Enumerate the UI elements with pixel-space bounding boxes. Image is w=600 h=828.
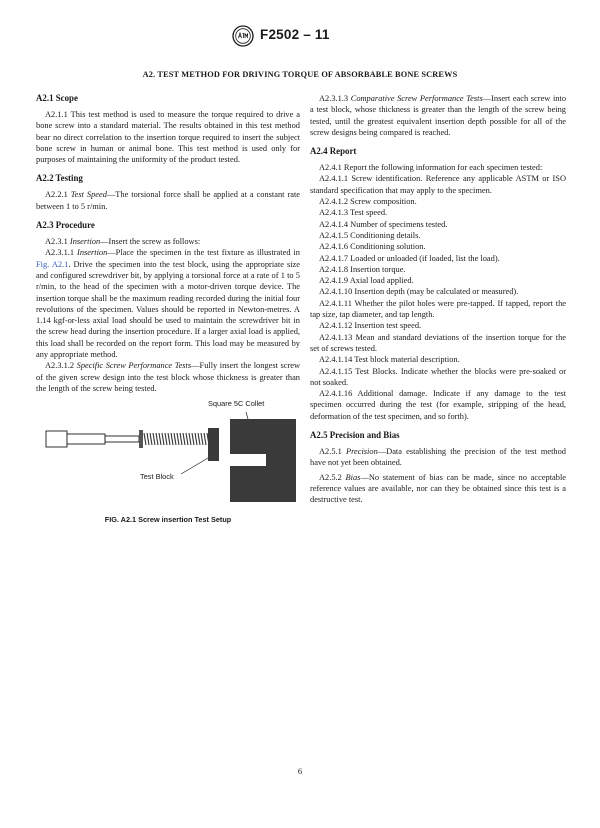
paragraph-text: —Place the specimen in the test fixture as illustrated in [107, 248, 300, 258]
label-test-block: Test Block [140, 472, 174, 482]
screwdriver-tip [105, 436, 139, 442]
paragraph-a2-5-2 [310, 472, 566, 506]
screwdriver-handle [46, 431, 67, 447]
square-collet [230, 419, 296, 502]
paragraph-text: —Fully insert the longest screw of the given screw design into the test block whose thickness is greater than the length of the screw being tested. [36, 361, 300, 393]
page-number: 6 [297, 766, 303, 776]
annex-title: A2. TEST METHOD FOR DRIVING TORQUE OF ABSORBABLE BONE SCREWS [142, 70, 458, 79]
report-item: A2.4.1.2 Screw composition. [319, 197, 417, 207]
paragraph-a2-4-1: A2.4.1 Report the following information for each specimen tested: [319, 163, 543, 173]
paragraph-number: A2.2.1 [45, 190, 71, 200]
paragraph-a2-2-1 [36, 189, 300, 212]
figure-link[interactable]: Fig. A2.1 [36, 259, 69, 269]
report-item: A2.4.1.15 Test Blocks. Indicate whether the blocks were pre-soaked or not soaked. [310, 366, 566, 387]
report-item: A2.4.1.11 Whether the pilot holes were pre-tapped. If tapped, report the tap size, tap diameter, and tap length. [310, 298, 566, 320]
label-square-collet: Square 5C Collet [208, 399, 265, 409]
report-item: A2.4.1.16 Additional damage. Indicate if any damage to the test specimen occurred during the test (for example, stripping of the head, deformation of the test specimen, and so forth). [310, 389, 566, 421]
section-heading-scope: A2.1 Scope [36, 93, 78, 103]
report-item: A2.4.1.4 Number of specimens tested. [319, 219, 448, 229]
paragraph-number: A2.5.1 [319, 447, 346, 457]
report-item: A2.4.1.5 Conditioning details. [319, 230, 421, 240]
standard-designation: F2502 – 11 [260, 27, 330, 42]
paragraph-a2-3-1-3 [310, 93, 566, 138]
paragraph-text: . Drive the specimen into the test block, using the appropriate size and configured screwdriver bit, by applying a torsional force at a rate of 1 to 5 r/min, to the head of the specimen with a motor-driven torque device. The insertion torque shall be the maximum reading recorded during the initial four revolutions of the specimen. Values should be reported in Newton-metres. A 1.14 kgf-or-less axial load should be used to maintain the screwdriver bit in the screw head during the insertion procedure. If a larger axial load is applied, this load shall be recorded on the report form. This load may be measured by any appropriate method. [36, 259, 300, 360]
section-heading-procedure: A2.3 Procedure [36, 220, 95, 231]
report-item: A2.4.1.6 Conditioning solution. [319, 242, 426, 252]
report-item: A2.4.1.9 Axial load applied. [319, 276, 414, 286]
screw-head [139, 430, 143, 448]
screw-threads [144, 433, 218, 445]
paragraph-a2-1-1: A2.1.1 This test method is used to measure the torque required to drive a bone screw into a standard material. The results obtained in this test method bear no direct correlation to the insertion torque required to insert the subject bone screw in human or animal bone. This test method is used only for purposes of maintaining the uniformity of the product tested. [36, 110, 300, 165]
term-insertion: Insertion [77, 248, 108, 258]
paragraph-text: —Insert the screw as follows: [100, 237, 201, 247]
paragraph-number: A2.3.1.3 [319, 94, 351, 103]
report-item: A2.4.1.1 Screw identification. Reference any applicable ASTM or ISO standard specification that may apply to the specimen. [310, 174, 566, 195]
page-header [0, 24, 600, 48]
section-heading-testing: A2.2 Testing [36, 173, 83, 184]
screwdriver-shaft [67, 434, 105, 444]
paragraph-text: —No statement of bias can be made, since no acceptable reference values are available, nor can they be obtained since this test is a destructive test. [310, 472, 566, 505]
left-column [36, 93, 300, 524]
report-item: A2.4.1.7 Loaded or unloaded (if loaded, list the load). [319, 253, 500, 263]
section-heading-report: A2.4 Report [310, 146, 357, 157]
paragraph-text: —Insert each screw into a test block, whose thickness is greater than the length of the screw being tested, until the greatest equivalent insertion depth possible for all of the screw designs being compared is reached. [310, 94, 567, 137]
astm-logo-icon [232, 25, 254, 47]
paragraph-number: A2.3.1.1 [45, 248, 78, 258]
term-comparative-tests: Comparative Screw Performance Tests [350, 94, 483, 103]
report-item: A2.4.1.14 Test block material description. [319, 355, 460, 365]
section-heading-precision-bias: A2.5 Precision and Bias [310, 430, 400, 441]
right-column [310, 93, 566, 506]
paragraph-number: A2.5.2 [319, 472, 346, 482]
figure-caption: FIG. A2.1 Screw insertion Test Setup [104, 515, 232, 525]
report-item: A2.4.1.8 Insertion torque. [319, 264, 406, 274]
paragraph-a2-3-1-2 [36, 360, 300, 394]
report-item: A2.4.1.12 Insertion test speed. [319, 321, 422, 331]
paragraph-number: A2.3.1 [45, 237, 70, 247]
term-precision: Precision [345, 447, 378, 457]
paragraph-a2-3-1 [36, 236, 300, 247]
term-insertion: Insertion [69, 237, 101, 247]
paragraph-text: —Data establishing the precision of the test method have not yet been obtained. [310, 447, 566, 468]
term-specific-tests: Specific Screw Performance Tests [76, 361, 192, 371]
report-item: A2.4.1.3 Test speed. [319, 208, 388, 218]
term-bias: Bias [345, 472, 361, 482]
paragraph-text: —The torsional force shall be applied at a constant rate between 1 to 5 r/min. [36, 190, 300, 211]
paragraph-number: A2.3.1.2 [45, 361, 77, 371]
paragraph-a2-5-1 [310, 446, 566, 469]
test-block [208, 428, 219, 461]
report-item: A2.4.1.10 Insertion depth (may be calculated or measured). [319, 287, 519, 297]
screw-test-setup-diagram [36, 404, 300, 514]
term-test-speed: Test Speed [70, 190, 107, 200]
figure-a2-1 [36, 399, 300, 525]
paragraph-a2-3-1-1 [36, 247, 300, 360]
report-item: A2.4.1.13 Mean and standard deviations of the insertion torque for the set of screws tested. [310, 332, 566, 353]
